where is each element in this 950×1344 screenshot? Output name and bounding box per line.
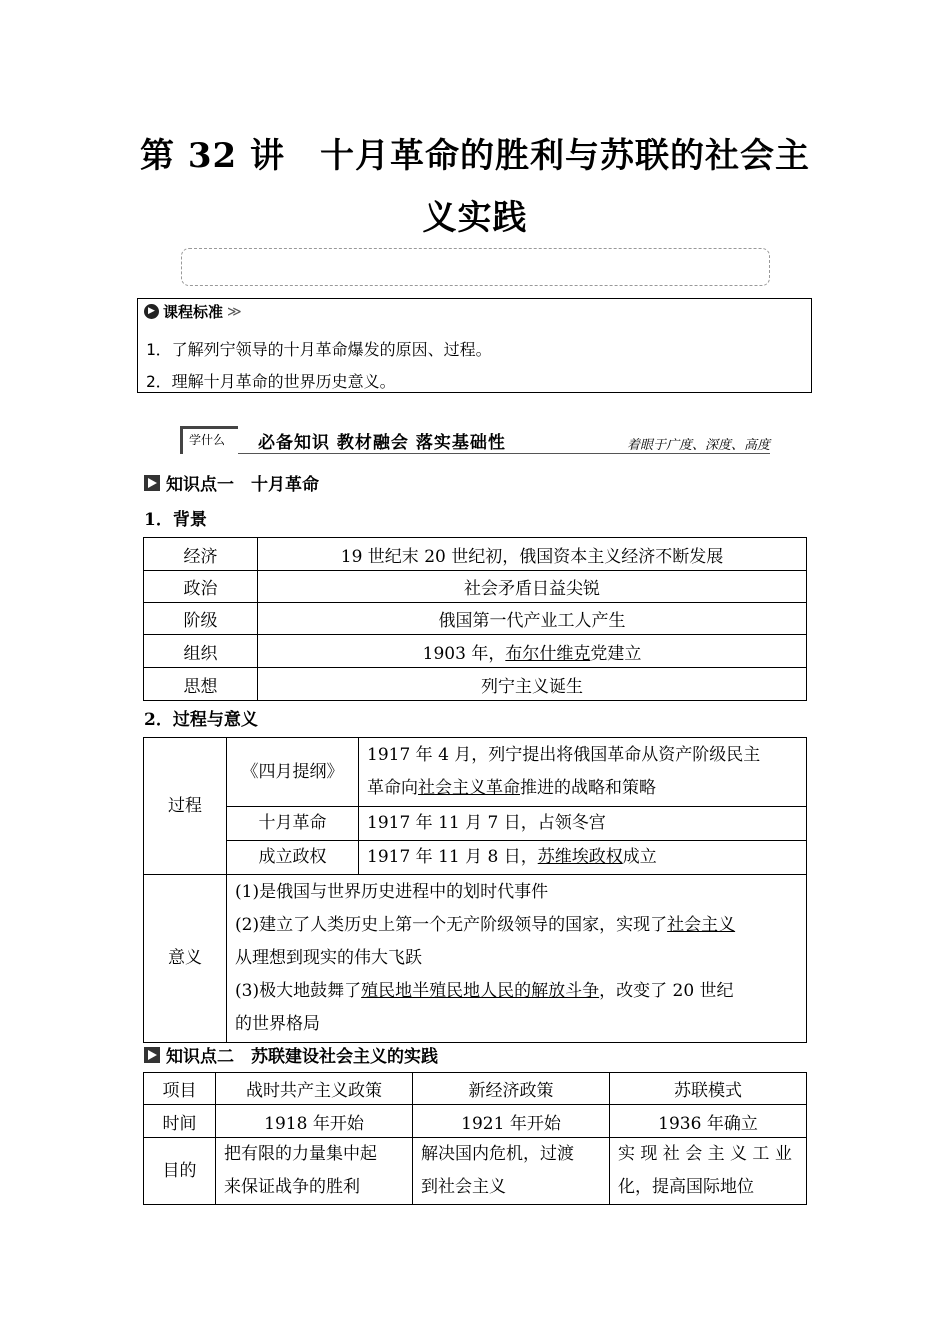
underlined-term: 殖民地半殖民地人民的解放斗争 [361,981,600,1001]
text-line [367,772,798,805]
page-title-line1: 第 32 讲 十月革命的胜利与苏联的社会主 [140,136,810,176]
text-segment: 成立 [622,847,657,867]
text-line [235,909,798,942]
table-row [144,841,807,875]
bg-key: 阶级 [144,603,258,635]
column-header: 新经济政策 [413,1073,610,1105]
table-cell [610,1138,807,1205]
course-standards-box [137,298,812,393]
table-row [144,807,807,841]
soviet-policy-table [143,1072,807,1205]
table-row [144,635,807,668]
text-segment: 1917 年 11 月 8 日， [367,847,538,867]
process-value [359,841,807,875]
process-meaning-table [143,737,807,1043]
kp2-heading [144,1042,438,1067]
meaning-label: 意义 [144,875,227,1043]
underlined-term: 社会主义革命 [418,778,520,798]
process-label: 过程 [144,738,227,875]
text-segment: ，改变了 20 世纪 [599,981,734,1001]
table-row [144,1105,807,1138]
column-header: 苏联模式 [610,1073,807,1105]
underlined-term: 苏维埃政权 [537,847,623,867]
bg-key: 经济 [144,538,258,571]
text-line: (1)是俄国与世界历史进程中的划时代事件 [235,882,549,902]
kp1-sub1: 1．背景 [144,510,207,530]
triangle-marker-icon [144,475,160,491]
table-row [144,603,807,635]
standards-header [144,301,242,322]
text-line: 把有限的力量集中起 [224,1144,377,1164]
process-value [359,738,807,807]
bg-key: 组织 [144,635,258,668]
text-segment: 推进的战略和策略 [520,778,656,798]
table-row [144,668,807,701]
text-line [235,975,798,1008]
kp2-title: 知识点二 苏联建设社会主义的实践 [166,1047,438,1067]
underlined-term: 布尔什维克 [505,643,591,664]
text-segment: (3)极大地鼓舞了 [235,981,362,1001]
table-row [144,538,807,571]
table-row [144,875,807,1043]
bg-value: 俄国第一代产业工人产生 [258,603,807,635]
dashed-placeholder-box [181,248,770,286]
table-cell: 1918 年开始 [216,1105,413,1138]
text-line: 1917 年 4 月，列宁提出将俄国革命从资产阶级民主 [367,745,761,765]
table-row [144,1138,807,1205]
text-line: 实 现 社 会 主 义 工 业 [618,1144,792,1164]
text-line: 解决国内危机，过渡 [421,1144,574,1164]
process-key: 成立政权 [227,841,359,875]
text-line: 到社会主义 [421,1177,506,1197]
kp1-heading [144,470,319,495]
triangle-marker-icon [144,1047,160,1063]
page-title-line2: 义实践 [422,198,528,238]
meaning-value [227,875,807,1043]
standard-item-2: 2．理解十月革命的世界历史意义。 [146,372,396,391]
bg-value [258,635,807,668]
play-circle-icon: ▶ [144,304,159,319]
double-chevron-icon: ≫ [227,303,242,320]
standard-item-1: 1．了解列宁领导的十月革命爆发的原因、过程。 [146,340,492,359]
row-label: 目的 [144,1138,216,1205]
standards-header-label: 课程标准 [163,303,224,321]
background-table [143,537,807,701]
bg-key: 思想 [144,668,258,701]
text-line: 的世界格局 [235,1014,320,1034]
bg-value: 列宁主义诞生 [258,668,807,701]
table-row [144,1073,807,1105]
underlined-term: 社会主义 [667,915,736,935]
banner-divider [238,453,770,454]
text-segment: 革命向 [367,778,418,798]
bg-value: 19 世纪末 20 世纪初，俄国资本主义经济不断发展 [258,538,807,571]
process-key: 《四月提纲》 [227,738,359,807]
text-segment: 1903 年， [422,643,506,664]
text-line: 来保证战争的胜利 [224,1177,360,1197]
text-segment: (2)建立了人类历史上第一个无产阶级领导的国家，实现了 [235,915,668,935]
column-header: 项目 [144,1073,216,1105]
column-header: 战时共产主义政策 [216,1073,413,1105]
table-row [144,738,807,807]
table-cell [413,1138,610,1205]
table-row [144,571,807,603]
text-segment: 党建立 [590,643,642,664]
banner-sub-text: 着眼于广度、深度、高度 [626,438,770,453]
table-cell: 1936 年确立 [610,1105,807,1138]
process-key: 十月革命 [227,807,359,841]
banner-main-text: 必备知识 教材融会 落实基础性 [258,433,506,453]
bg-value: 社会矛盾日益尖锐 [258,571,807,603]
table-cell: 1921 年开始 [413,1105,610,1138]
text-line: 从理想到现实的伟大飞跃 [235,948,422,968]
kp1-sub2: 2．过程与意义 [144,710,258,730]
section-banner [180,426,770,456]
text-line: 化，提高国际地位 [618,1177,754,1197]
banner-logo: 学什么 [180,426,238,454]
process-value: 1917 年 11 月 7 日，占领冬宫 [359,807,807,841]
table-cell [216,1138,413,1205]
bg-key: 政治 [144,571,258,603]
row-label: 时间 [144,1105,216,1138]
kp1-title: 知识点一 十月革命 [166,475,319,495]
